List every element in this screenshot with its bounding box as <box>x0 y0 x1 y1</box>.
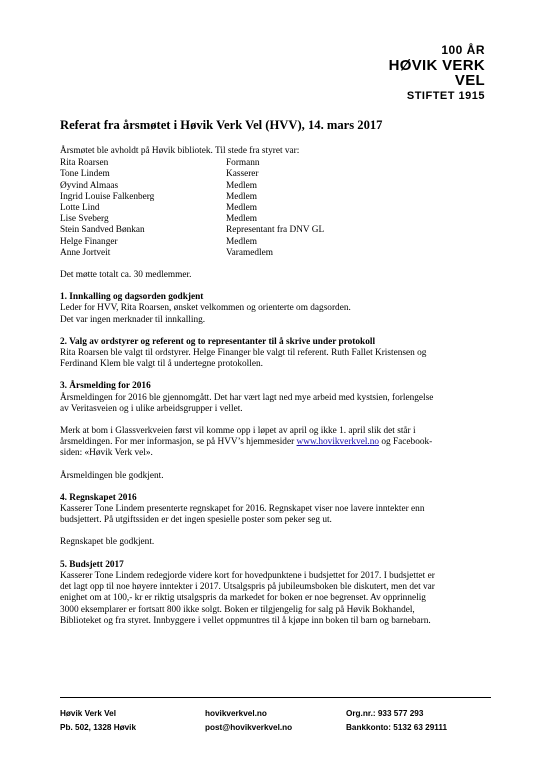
footer-org-name: Høvik Verk Vel <box>60 709 116 718</box>
section-heading-4: 4. Regnskapet 2016 <box>60 492 137 503</box>
footer-divider <box>60 697 491 698</box>
member-role: Formann <box>226 158 260 169</box>
footer-contact <box>205 707 292 735</box>
member-role: Medlem <box>226 191 257 202</box>
section-3-para2-line: siden: «Høvik Verk vel». <box>60 448 153 459</box>
section-3-para2-line: Merk at bom i Glassverkveien først vil komme opp i løpet av april og ikke 1. april slik det står i <box>60 426 416 437</box>
member-row <box>60 158 500 169</box>
footer-org-number: Org.nr.: 933 577 293 <box>346 709 424 718</box>
member-name: Helge Finanger <box>60 236 118 247</box>
member-role: Kasserer <box>226 169 259 180</box>
section-3-approved: Årsmeldingen ble godkjent. <box>60 470 164 481</box>
member-name: Øyvind Almaas <box>60 180 119 191</box>
member-row <box>60 225 500 236</box>
section-4-line: budsjettert. På utgiftssiden er det ingen spesielle poster som peker seg ut. <box>60 515 332 526</box>
member-row <box>60 203 500 214</box>
member-name: Tone Lindem <box>60 169 110 180</box>
section-3-para2-text: årsmeldingen. For mer informasjon, se på HVV’s hjemmesider <box>60 437 295 448</box>
document-body <box>60 118 500 627</box>
member-role: Medlem <box>226 236 257 247</box>
section-3-para2-line <box>60 437 500 448</box>
member-row <box>60 237 500 248</box>
member-list <box>60 158 500 259</box>
footer-registration <box>346 707 447 735</box>
footer-bank-account: Bankkonto: 5132 63 29111 <box>346 723 448 732</box>
footer-email: post@hovikverkvel.no <box>205 723 293 732</box>
section-heading-1: 1. Innkalling og dagsorden godkjent <box>60 292 204 303</box>
section-3-para2-tail: og Facebook- <box>379 437 433 448</box>
section-4-line: Kasserer Tone Lindem presenterte regnskapet for 2016. Regnskapet viser noe lavere inntekter enn <box>60 504 425 515</box>
section-4-approved: Regnskapet ble godkjent. <box>60 537 155 548</box>
member-name: Lotte Lind <box>60 203 100 214</box>
member-name: Ingrid Louise Falkenberg <box>60 191 155 202</box>
section-1-line: Leder for HVV, Rita Roarsen, ønsket velkommen og orienterte om dagsorden. <box>60 303 351 314</box>
section-heading-3: 3. Årsmelding for 2016 <box>60 381 151 392</box>
member-name: Stein Sandved Bønkan <box>60 225 145 236</box>
footer-postbox: Pb. 502, 1328 Høvik <box>60 723 137 732</box>
section-5-line: 3000 eksemplarer er fortsatt 800 ikke solgt. Boken er tilgjengelig for salg på Høvik Bokhandel, <box>60 604 415 615</box>
section-1-line: Det var ingen merknader til innkalling. <box>60 314 206 325</box>
logo-anniversary: 100 ÅR <box>441 43 485 57</box>
member-role: Varamedlem <box>226 247 273 258</box>
footer-address <box>60 707 136 735</box>
member-name: Rita Roarsen <box>60 158 109 169</box>
footer-website: hovikverkvel.no <box>205 709 267 718</box>
attendance-text: Det møtte totalt ca. 30 medlemmer. <box>60 270 192 281</box>
section-3-line: Årsmeldingen for 2016 ble gjennomgått. Det har vært lagt ned mye arbeid med kystsien, forlengelse <box>60 392 434 403</box>
member-row <box>60 248 500 259</box>
member-role: Representant fra DNV GL <box>226 225 325 236</box>
member-row <box>60 181 500 192</box>
member-row <box>60 169 500 180</box>
intro-text: Årsmøtet ble avholdt på Høvik bibliotek. Til stede fra styret var: <box>60 146 300 156</box>
section-3-line: av Veritasveien og i ulike arbeidsgrupper i vellet. <box>60 403 243 414</box>
logo-name: HØVIK VERK VEL <box>388 57 485 89</box>
logo <box>370 44 485 102</box>
section-heading-2: 2. Valg av ordstyrer og referent og to representanter til å skrive under protokoll <box>60 336 376 347</box>
section-5-line: Kasserer Tone Lindem redegjorde videre kort for hovedpunktene i budsjettet for 2017. I budsjettet er <box>60 570 435 581</box>
section-5-line: Biblioteket og fra styret. Innbyggere i vellet oppmuntres til å kjøpe inn boken til barn og barnebarn. <box>60 615 431 626</box>
section-heading-5: 5. Budsjett 2017 <box>60 559 124 570</box>
member-name: Lise Sveberg <box>60 214 109 225</box>
member-name: Anne Jortveit <box>60 247 111 258</box>
section-5-line: enighet om at 100,- kr er riktig utsalgspris da markedet for boken er noe begrenset. Av opprinnelig <box>60 593 426 604</box>
section-2-line: Ferdinand Klem ble valgt til å undertegne protokollen. <box>60 359 263 370</box>
member-role: Medlem <box>226 180 257 191</box>
section-2-line: Rita Roarsen ble valgt til ordstyrer. Helge Finanger ble valgt til referent. Ruth Fallet Kristensen og <box>60 348 427 359</box>
member-role: Medlem <box>226 214 257 225</box>
website-link[interactable]: www.hovikverkvel.no <box>296 437 380 448</box>
logo-founded: STIFTET 1915 <box>406 90 485 102</box>
member-role: Medlem <box>226 203 257 214</box>
member-row <box>60 214 500 225</box>
section-5-line: det lagt opp til noe høyere inntekter i 2017. Utsalgspris på jubileumsboken ble diskutert, men det var <box>60 582 435 593</box>
page-title: Referat fra årsmøtet i Høvik Verk Vel (HVV), 14. mars 2017 <box>60 118 383 132</box>
member-row <box>60 192 500 203</box>
